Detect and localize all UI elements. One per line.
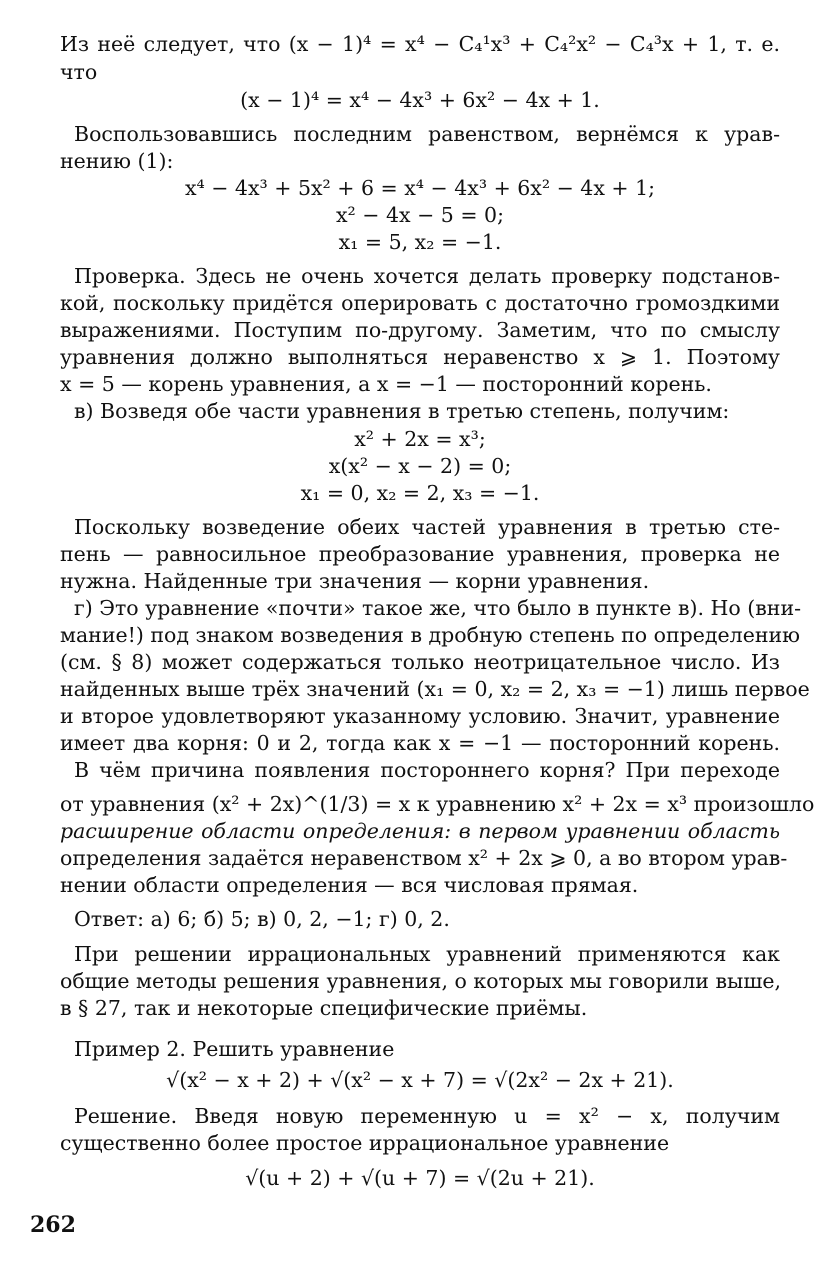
answer-line: Ответ: а) 6; б) 5; в) 0, 2, −1; г) 0, 2. <box>74 907 450 931</box>
formula: x² − 4x − 5 = 0; <box>335 203 504 227</box>
formula: x₁ = 0, x₂ = 2, x₃ = −1. <box>300 481 540 505</box>
page-number: 262 <box>30 1212 76 1238</box>
text-line: нужна. Найденные три значения — корни уравнения. <box>60 569 650 593</box>
formula: x² + 2x = x³; <box>354 427 486 451</box>
formula: x⁴ − 4x³ + 5x² + 6 = x⁴ − 4x³ + 6x² − 4x + 1; <box>184 176 656 200</box>
text-line: Воспользовавшись последним равенством, вернёмся к урав- <box>74 122 780 146</box>
text-line: мание!) под знаком возведения в дробную степень по определению <box>60 623 801 647</box>
text-line: в § 27, так и некоторые специфические приёмы. <box>60 996 588 1020</box>
text-line: Поскольку возведение обеих частей уравнения в третью сте- <box>74 515 780 539</box>
text-line: уравнения должно выполняться неравенство x ⩾ 1. Поэтому <box>60 345 780 369</box>
text-line: и второе удовлетворяют указанному условию. Значит, уравнение <box>60 704 780 728</box>
text-line: общие методы решения уравнения, о которых мы говорили выше, <box>60 969 782 993</box>
text-line: определения задаётся неравенством x² + 2x ⩾ 0, а во втором урав- <box>60 846 788 870</box>
text-line: пень — равносильное преобразование уравнения, проверка не <box>60 542 780 566</box>
example-heading: Пример 2. Решить уравнение <box>74 1037 395 1061</box>
text-line: В чём причина появления постороннего корня? При переходе <box>74 758 780 782</box>
formula: √(u + 2) + √(u + 7) = √(2u + 21). <box>245 1166 595 1190</box>
text-line: нению (1): <box>60 149 174 173</box>
solution-line: Решение. Введя новую переменную u = x² − x, получим <box>74 1104 780 1128</box>
text-line: выражениями. Поступим по-другому. Заметим, что по смыслу <box>60 318 780 342</box>
text-line: что <box>60 60 98 84</box>
formula: √(x² − x + 2) + √(x² − x + 7) = √(2x² − 2x + 21). <box>166 1068 674 1092</box>
text-line: г) Это уравнение «почти» такое же, что было в пункте в). Но (вни- <box>74 596 802 620</box>
text-line: нении области определения — вся числовая прямая. <box>60 873 639 897</box>
text-line: от уравнения (x² + 2x)^(1/3) = x к уравнению x² + 2x = x³ произошло <box>60 792 814 816</box>
text-line: x = 5 — корень уравнения, а x = −1 — посторонний корень. <box>60 372 712 396</box>
text-line: имеет два корня: 0 и 2, тогда как x = −1 — посторонний корень. <box>60 731 780 755</box>
text-line: в) Возведя обе части уравнения в третью степень, получим: <box>74 399 730 423</box>
formula: x(x² − x − 2) = 0; <box>328 454 512 478</box>
formula: x₁ = 5, x₂ = −1. <box>338 230 502 254</box>
text-line: При решении иррациональных уравнений применяются как <box>74 942 780 966</box>
text-line: Из неё следует, что (x − 1)⁴ = x⁴ − C₄¹x³ + C₄²x² − C₄³x + 1, т. е. <box>60 32 780 56</box>
text-line: существенно более простое иррациональное уравнение <box>60 1131 670 1155</box>
text-line: Проверка. Здесь не очень хочется делать проверку подстанов- <box>74 264 780 288</box>
text-line: (см. § 8) может содержаться только неотрицательное число. Из <box>60 650 780 674</box>
text-line: найденных выше трёх значений (x₁ = 0, x₂ = 2, x₃ = −1) лишь первое <box>60 677 810 701</box>
text-line: расширение области определения: в первом уравнении область <box>60 819 780 843</box>
formula: (x − 1)⁴ = x⁴ − 4x³ + 6x² − 4x + 1. <box>240 88 600 112</box>
text-line: кой, поскольку придётся оперировать с достаточно громоздкими <box>60 291 780 315</box>
